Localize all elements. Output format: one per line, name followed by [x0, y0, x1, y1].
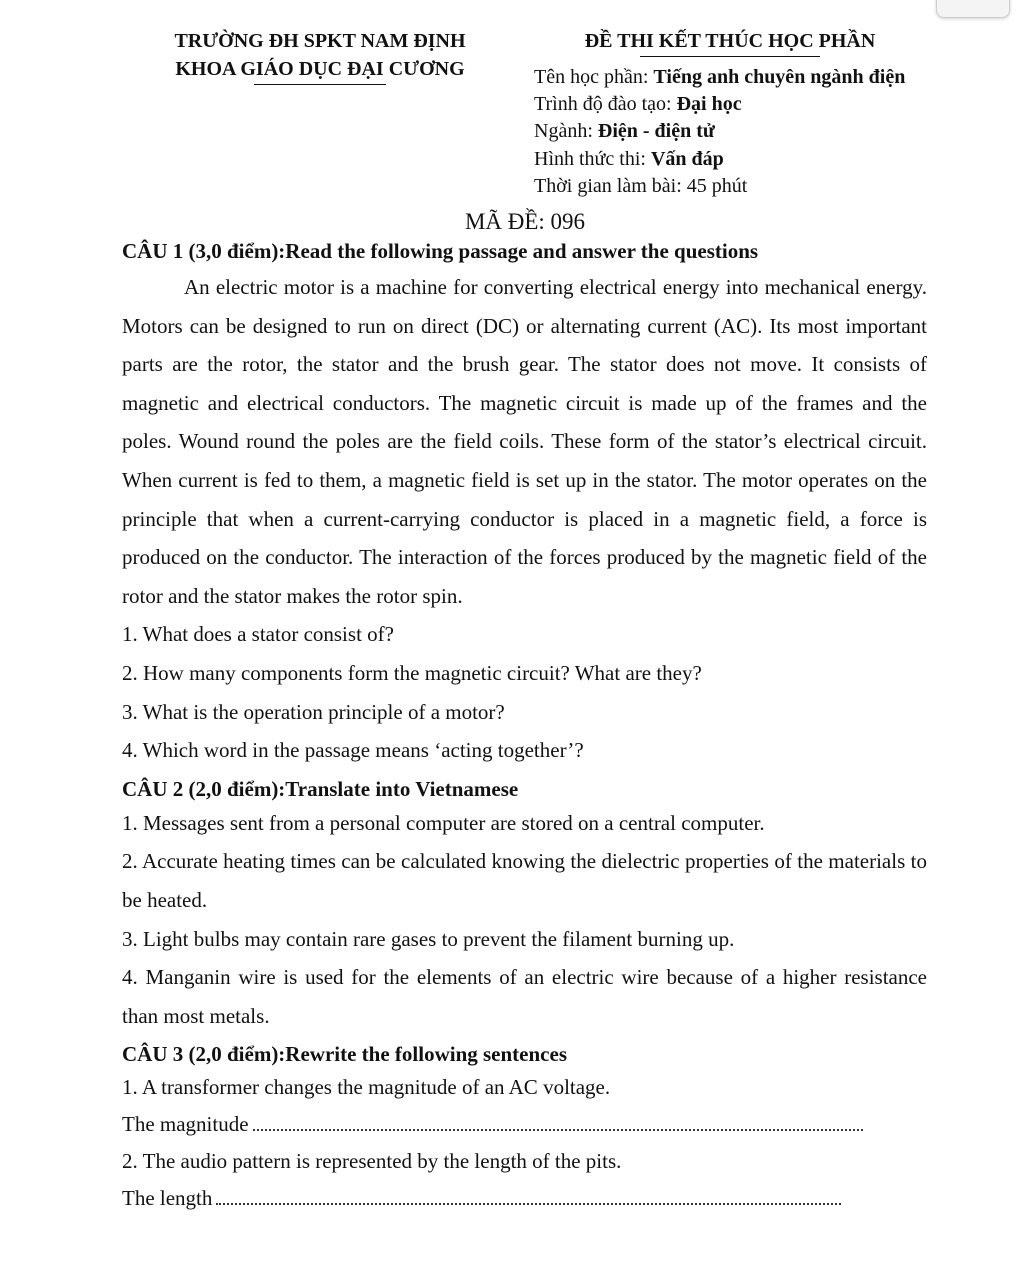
exam-title-block [540, 27, 920, 57]
exam-info-major: Ngành: Điện - điện tử [534, 120, 715, 143]
answer-prompt: The magnitude [122, 1112, 249, 1137]
question-3-item: 1. A transformer changes the magnitude of an AC voltage. [122, 1075, 611, 1100]
question-1-item: 3. What is the operation principle of a motor? [122, 699, 505, 724]
question-2-item: 2. Accurate heating times can be calculated knowing the dielectric properties of the materials to be heated. [122, 849, 927, 912]
exam-info [534, 64, 905, 200]
exam-code: MÃ ĐỀ: 096 [464, 209, 586, 234]
exam-info-duration: Thời gian làm bài: 45 phút [534, 174, 748, 197]
reading-passage: An electric motor is a machine for converting electrical energy into mechanical energy. Motors can be designed to run on direct (DC) or alternating current (AC). Its most important parts are the rotor, the stator and the brush gear. The stator does not move. It consists of magnetic and electrical conductors. The magnetic circuit is made up of the frames and the poles. Wound round the poles are the field coils. These form of the stator’s electrical circuit. When current is fed to them, a magnetic field is set up in the stator. The motor operates on the principle that when a current-carrying conductor is placed in a magnetic field, a force is produced on the conductor. The interaction of the forces produced by the magnetic field of the rotor and the stator makes the rotor spin. [122, 275, 927, 608]
answer-line[interactable] [122, 1179, 927, 1217]
institution-header [130, 27, 510, 85]
question-1-title: CÂU 1 (3,0 điểm):Read the following passage and answer the questions [122, 239, 759, 263]
window-corner-tab[interactable] [936, 0, 1010, 18]
school-name: TRƯỜNG ĐH SPKT NAM ĐỊNH [174, 30, 466, 52]
question-3-item: 2. The audio pattern is represented by the length of the pits. [122, 1149, 622, 1174]
answer-blank[interactable] [253, 1117, 863, 1131]
question-2-title: CÂU 2 (2,0 điểm):Translate into Vietnamese [122, 776, 519, 801]
answer-prompt: The length [122, 1186, 213, 1211]
question-2-item: 4. Manganin wire is used for the elements of an electric wire because of a higher resistance than most metals. [122, 965, 927, 1028]
exam-info-level: Trình độ đào tạo: Đại học [534, 93, 742, 116]
answer-blank[interactable] [216, 1191, 841, 1205]
exam-title: ĐỀ THI KẾT THÚC HỌC PHẦN [584, 30, 876, 52]
question-3-title: CÂU 3 (2,0 điểm):Rewrite the following sentences [122, 1042, 567, 1067]
question-1-item: 4. Which word in the passage means ‘acting together’? [122, 738, 584, 763]
exam-info-format: Hình thức thi: Vấn đáp [534, 147, 724, 170]
question-2-item: 1. Messages sent from a personal computer are stored on a central computer. [122, 810, 765, 835]
faculty-underline [254, 84, 386, 85]
exam-title-underline [640, 56, 820, 57]
question-1-item: 1. What does a stator consist of? [122, 622, 394, 647]
exam-content [122, 236, 927, 1217]
faculty-name: KHOA GIÁO DỤC ĐẠI CƯƠNG [175, 58, 465, 80]
question-2-item: 3. Light bulbs may contain rare gases to prevent the filament burning up. [122, 926, 735, 951]
answer-line[interactable] [122, 1105, 927, 1143]
exam-info-subject: Tên học phần: Tiếng anh chuyên ngành điện [534, 66, 906, 88]
question-1-item: 2. How many components form the magnetic circuit? What are they? [122, 660, 702, 685]
